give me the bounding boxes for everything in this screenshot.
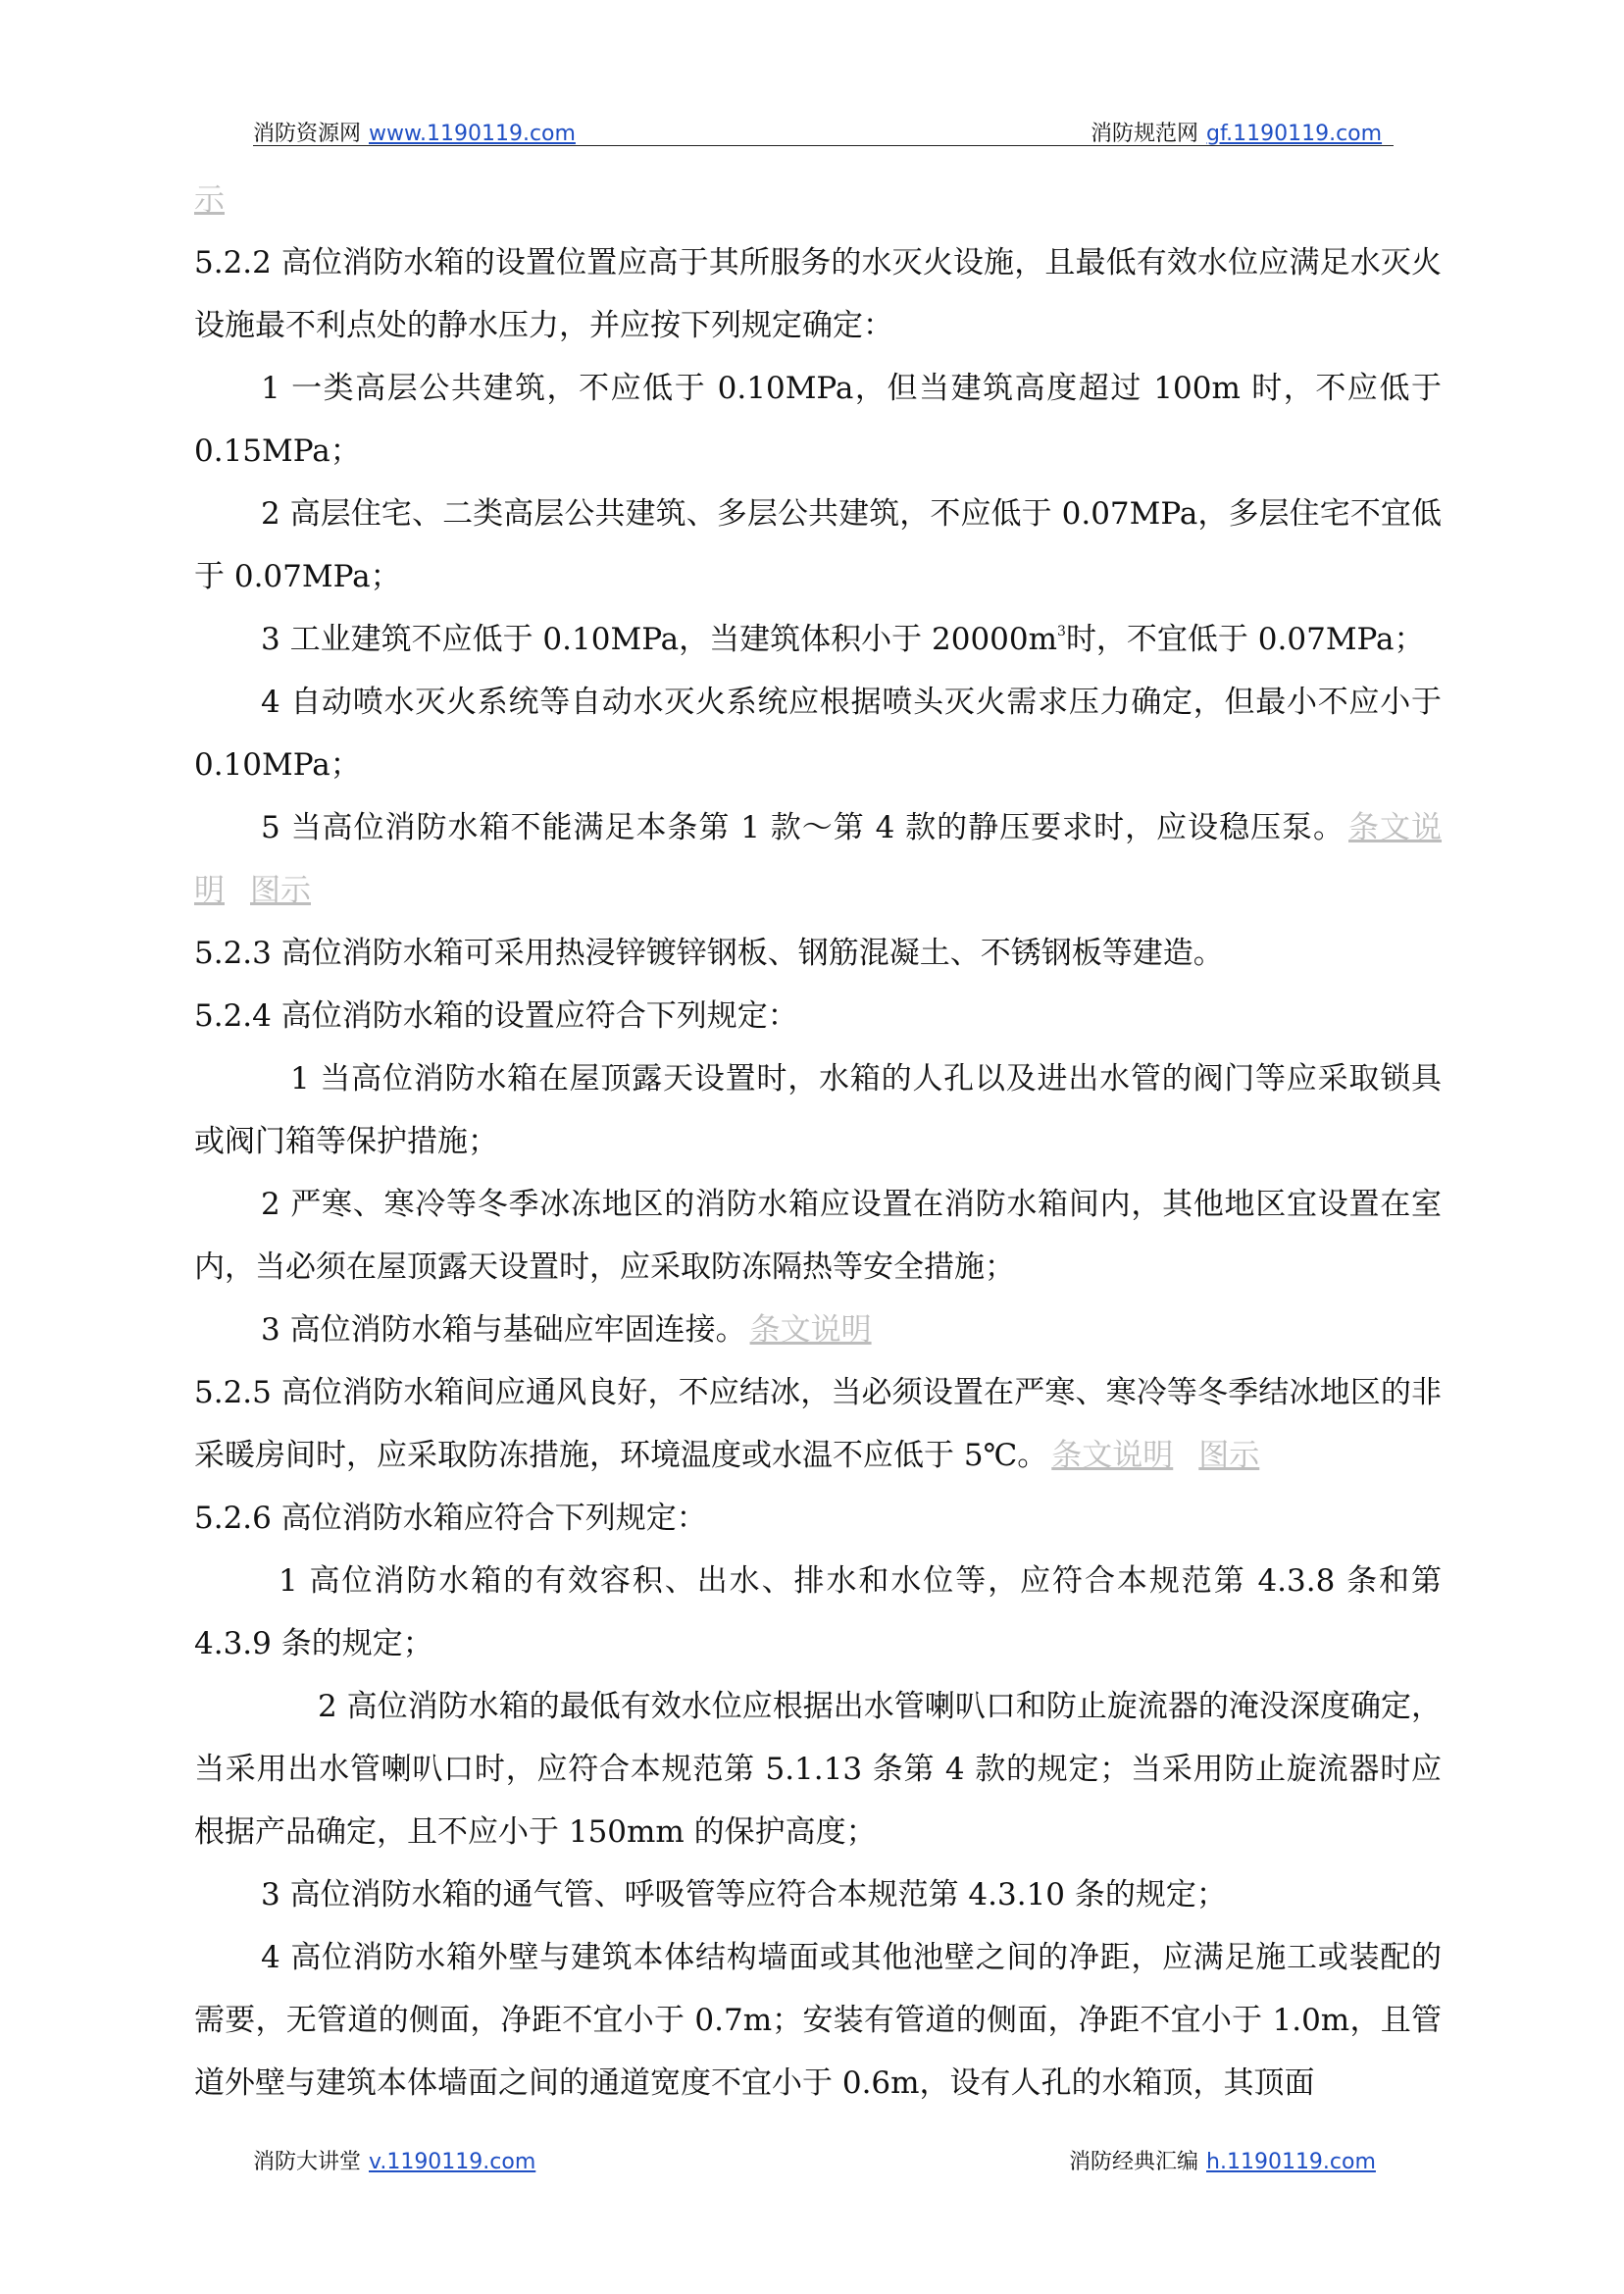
footer-right-site-name: 消防经典汇编 xyxy=(1069,2150,1199,2174)
header-right-site-name: 消防规范网 xyxy=(1091,122,1199,146)
clause-5-2-6-item-3: 3 高位消防水箱的通气管、呼吸管等应符合本规范第 4.3.10 条的规定； xyxy=(261,1877,1227,1912)
clause-5-2-3: 5.2.3 高位消防水箱可采用热浸锌镀锌钢板、钢筋混凝土、不锈钢板等建造。 xyxy=(194,936,1224,971)
clause-5-2-2-item-1: 1 一类高层公共建筑，不应低于 0.10MPa，但当建筑高度超过 100m 时，不应低于 0.15MPa； xyxy=(194,371,1442,469)
header-right-site-link[interactable]: gf.1190119.com xyxy=(1206,122,1383,146)
document-body xyxy=(194,169,1442,2115)
footer-left-site xyxy=(253,2148,535,2177)
clause-5-2-6-item-4: 4 高位消防水箱外壁与建筑本体结构墙面或其他池壁之间的净距，应满足施工或装配的需要，无管道的侧面，净距不宜小于 0.7m；安装有管道的侧面，净距不宜小于 1.0m，且管道外壁与建筑本体墙面之间的通道宽度不宜小于 0.6m，设有人孔的水箱顶，其顶面 xyxy=(194,1940,1442,2101)
page-footer xyxy=(0,2148,1624,2187)
page-header xyxy=(0,120,1624,159)
footer-left-site-link[interactable]: v.1190119.com xyxy=(369,2150,536,2174)
clause-5-2-5 xyxy=(194,1361,1442,1487)
clause-5-2-4-item-1: 1 当高位消防水箱在屋顶露天设置时，水箱的人孔以及进出水管的阀门等应采取锁具或阀门箱等保护措施； xyxy=(194,1061,1442,1159)
clause-5-2-5-text: 5.2.5 高位消防水箱间应通风良好，不应结冰，当必须设置在严寒、寒冷等冬季结冰地区的非采暖房间时，应采取防冻措施，环境温度或水温不应低于 5℃。 xyxy=(194,1375,1442,1473)
footer-right-site-link[interactable]: h.1190119.com xyxy=(1206,2150,1376,2174)
clause-5-2-2-item-3-text-end: 时，不宜低于 0.07MPa； xyxy=(1065,622,1425,657)
clause-5-2-2: 5.2.2 高位消防水箱的设置位置应高于其所服务的水灭火设施，且最低有效水位应满足水灭火设施最不利点处的静水压力，并应按下列规定确定： xyxy=(194,245,1442,343)
clause-5-2-2-item-5-text: 5 当高位消防水箱不能满足本条第 1 款～第 4 款的静压要求时，应设稳压泵。 xyxy=(261,810,1345,845)
diagram-link[interactable]: 图示 xyxy=(250,873,311,908)
clause-5-2-2-item-3-text: 3 工业建筑不应低于 0.10MPa，当建筑体积小于 20000m xyxy=(261,622,1058,657)
clause-5-2-6-item-2: 2 高位消防水箱的最低有效水位应根据出水管喇叭口和防止旋流器的淹没深度确定，当采用出水管喇叭口时，应符合本规范第 5.1.13 条第 4 款的规定；当采用防止旋流器时应根据产品确定，且不应小于 150mm 的保护高度； xyxy=(194,1689,1442,1850)
explanation-link[interactable]: 条文说明 xyxy=(194,810,1443,908)
cubic-superscript: 3 xyxy=(1057,624,1066,639)
explanation-link[interactable]: 条文说明 xyxy=(1051,1438,1174,1473)
footer-left-site-name: 消防大讲堂 xyxy=(253,2150,362,2174)
header-left-site-link[interactable]: www.1190119.com xyxy=(369,122,576,146)
clause-5-2-2-item-5 xyxy=(194,796,1442,922)
footer-right-site xyxy=(1069,2148,1376,2177)
explanation-link[interactable]: 条文说明 xyxy=(749,1312,872,1348)
header-left-site-name: 消防资源网 xyxy=(253,122,362,146)
clause-5-2-6-item-1: 1 高位消防水箱的有效容积、出水、排水和水位等，应符合本规范第 4.3.8 条和第 4.3.9 条的规定； xyxy=(194,1563,1442,1661)
clause-5-2-2-item-4: 4 自动喷水灭火系统等自动水灭火系统应根据喷头灭火需求压力确定，但最小不应小于 0.10MPa； xyxy=(194,685,1442,783)
header-divider xyxy=(253,145,1394,146)
clause-5-2-4-item-3-text: 3 高位消防水箱与基础应牢固连接。 xyxy=(261,1312,746,1348)
clause-5-2-4-item-3 xyxy=(194,1299,1442,1361)
clause-5-2-4-item-2: 2 严寒、寒冷等冬季冰冻地区的消防水箱应设置在消防水箱间内，其他地区宜设置在室内，当必须在屋顶露天设置时，应采取防冻隔热等安全措施； xyxy=(194,1187,1442,1285)
clause-5-2-2-item-3 xyxy=(194,608,1442,671)
clause-5-2-6: 5.2.6 高位消防水箱应符合下列规定： xyxy=(194,1501,707,1536)
carry-over-fragment xyxy=(194,169,1442,231)
clause-5-2-4: 5.2.4 高位消防水箱的设置应符合下列规定： xyxy=(194,998,798,1034)
carry-over-link[interactable]: 示 xyxy=(194,182,225,218)
diagram-link[interactable]: 图示 xyxy=(1198,1438,1260,1473)
clause-5-2-2-item-2: 2 高层住宅、二类高层公共建筑、多层公共建筑，不应低于 0.07MPa，多层住宅不宜低于 0.07MPa； xyxy=(194,496,1442,594)
